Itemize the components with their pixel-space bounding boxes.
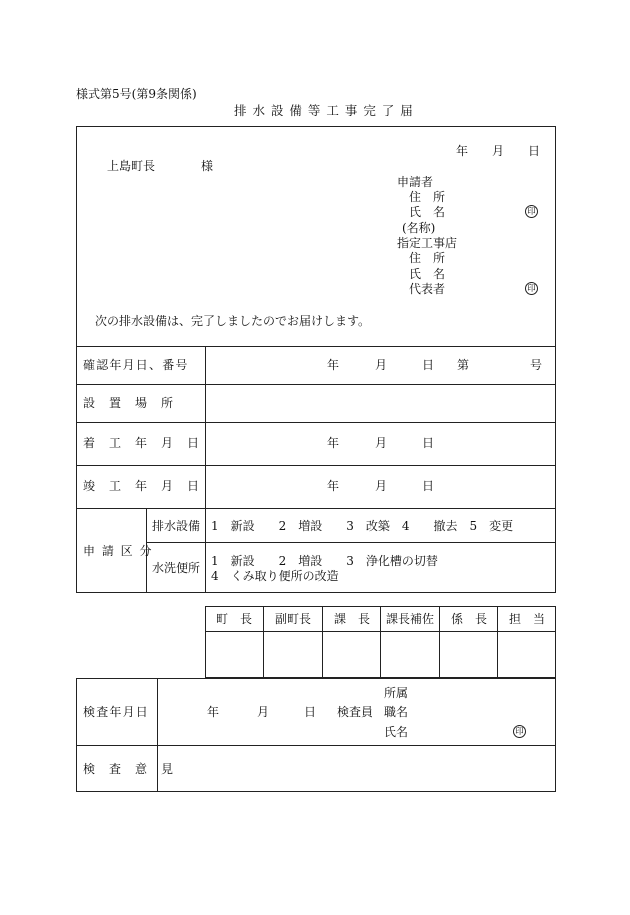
seal-icon: 印 xyxy=(525,282,538,295)
toilet-options-line1: 1 新設 2 増設 3 浄化槽の切替 xyxy=(211,554,438,568)
row-divider xyxy=(76,346,556,347)
inspection-month: 月 xyxy=(257,705,270,719)
approval-header-assistant-chief: 課長補佐 xyxy=(386,612,435,626)
completion-day: 日 xyxy=(422,479,435,493)
statement: 次の排水設備は、完了しましたのでお届けします。 xyxy=(95,314,371,328)
row-divider xyxy=(76,508,556,509)
completion-year: 年 xyxy=(327,479,340,493)
header-date-year: 年 xyxy=(456,144,469,158)
seal-icon: 印 xyxy=(513,725,526,738)
row-divider xyxy=(76,422,556,423)
approval-column-divider xyxy=(497,606,498,678)
start-month: 月 xyxy=(375,436,388,450)
confirm-day: 日 xyxy=(422,358,435,372)
inspection-day: 日 xyxy=(304,705,317,719)
inspection-opinion-label: 検 査 意 見 xyxy=(83,762,175,776)
approval-column-divider xyxy=(380,606,381,678)
contractor-label: 指定工事店 xyxy=(397,236,458,250)
inspection-year: 年 xyxy=(207,705,220,719)
contractor-representative-label: 代表者 xyxy=(409,282,446,296)
applicant-label: 申請者 xyxy=(397,175,434,189)
applicant-address-label: 住 所 xyxy=(409,190,446,204)
seal-icon: 印 xyxy=(525,205,538,218)
toilet-options-line2: 4 くみ取り便所の改造 xyxy=(211,569,339,583)
inspection-divider xyxy=(76,745,556,746)
contractor-name-label: 氏 名 xyxy=(409,267,446,281)
applicant-name-label: 氏 名 xyxy=(409,205,446,219)
approval-header-section-chief: 課 長 xyxy=(334,612,371,626)
toilet-label: 水洗便所 xyxy=(152,561,201,575)
inspector-affiliation-label: 所属 xyxy=(384,686,409,700)
approval-column-divider xyxy=(439,606,440,678)
approval-header-mayor: 町 長 xyxy=(216,612,253,626)
approval-header-subsection-chief: 係 長 xyxy=(451,612,488,626)
drainage-label: 排水設備 xyxy=(152,519,201,533)
header-date-month: 月 xyxy=(492,144,505,158)
contractor-address-label: 住 所 xyxy=(409,251,446,265)
inspection-date-label: 検査年月日 xyxy=(83,705,150,719)
completion-month: 月 xyxy=(375,479,388,493)
confirm-year: 年 xyxy=(327,358,340,372)
confirm-dai: 第 xyxy=(457,358,470,372)
form-number: 様式第5号(第9条関係) xyxy=(76,87,197,101)
column-divider xyxy=(205,346,206,508)
header-date-day: 日 xyxy=(528,144,541,158)
inspector-position-label: 職名 xyxy=(384,705,409,719)
confirm-go: 号 xyxy=(530,358,543,372)
start-day: 日 xyxy=(422,436,435,450)
inspector-name-label: 氏名 xyxy=(384,725,409,739)
row-divider xyxy=(76,465,556,466)
applicant-name-alt: (名称) xyxy=(402,221,436,235)
confirm-label: 確認年月日、番号 xyxy=(83,358,189,372)
form-title: 排 水 設 備 等 工 事 完 了 届 xyxy=(234,103,414,118)
confirm-month: 月 xyxy=(375,358,388,372)
start-year: 年 xyxy=(327,436,340,450)
start-label: 着 工 年 月 日 xyxy=(83,436,201,450)
completion-label: 竣 工 年 月 日 xyxy=(83,479,201,493)
approval-header-staff: 担 当 xyxy=(509,612,546,626)
row-divider xyxy=(76,384,556,385)
approval-header-deputy-mayor: 副町長 xyxy=(275,612,312,626)
approval-column-divider xyxy=(322,606,323,678)
inspector-label: 検査員 xyxy=(337,705,374,719)
category-label: 申 請 区 分 xyxy=(83,544,153,558)
addressee: 上島町長 xyxy=(107,159,156,173)
row-divider xyxy=(146,542,556,543)
location-label: 設 置 場 所 xyxy=(83,396,175,410)
column-divider xyxy=(205,508,206,593)
honorific: 様 xyxy=(201,159,214,173)
drainage-options: 1 新設 2 増設 3 改築 4 撤去 5 変更 xyxy=(211,519,514,533)
approval-column-divider xyxy=(263,606,264,678)
